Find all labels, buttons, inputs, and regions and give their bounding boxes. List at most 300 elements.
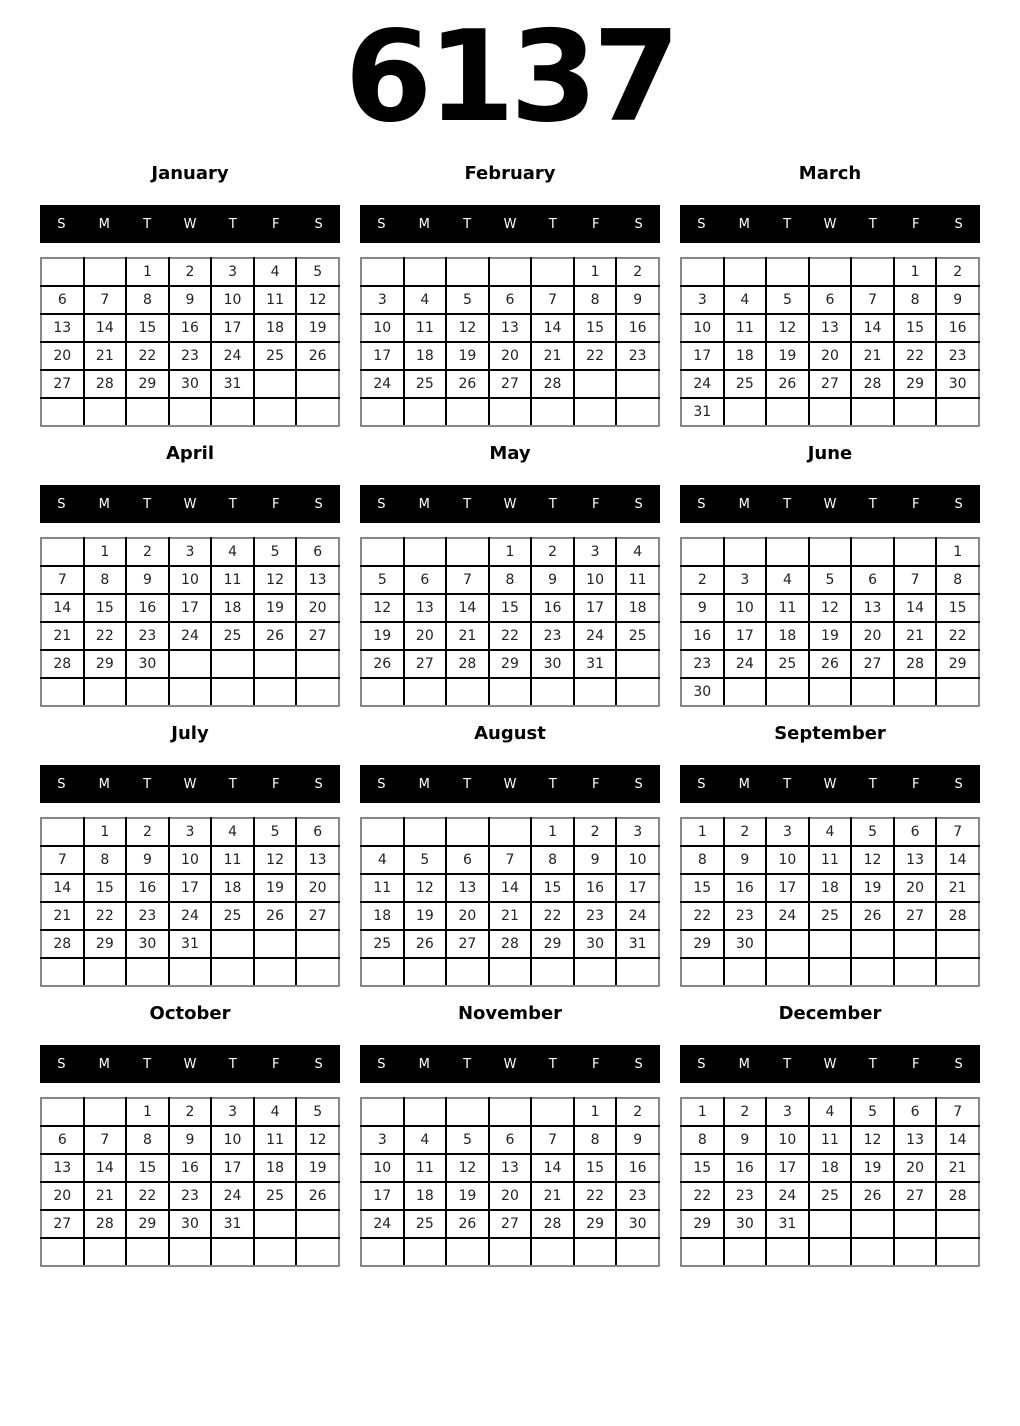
empty-day-cell <box>446 1238 489 1266</box>
day-cell: 14 <box>84 1154 127 1182</box>
day-cell: 30 <box>169 1210 212 1238</box>
day-cell: 20 <box>446 902 489 930</box>
day-cell: 5 <box>446 286 489 314</box>
day-cell: 14 <box>84 314 127 342</box>
week-row <box>361 902 659 930</box>
week-row <box>41 342 339 370</box>
empty-day-cell <box>809 678 852 706</box>
weekday-header-cell: T <box>463 216 472 232</box>
day-cell: 14 <box>936 846 979 874</box>
day-cell: 21 <box>84 1182 127 1210</box>
month-days-table <box>40 1097 340 1267</box>
day-cell: 18 <box>211 594 254 622</box>
weekday-header-cell: T <box>868 776 877 792</box>
day-cell: 13 <box>489 314 532 342</box>
day-cell: 18 <box>361 902 404 930</box>
empty-day-cell <box>681 538 724 566</box>
weekday-header-cell: T <box>548 216 557 232</box>
week-row <box>41 1238 339 1266</box>
week-row <box>361 1238 659 1266</box>
day-cell: 20 <box>296 874 339 902</box>
day-cell: 21 <box>851 342 894 370</box>
day-cell: 10 <box>724 594 767 622</box>
day-cell: 11 <box>254 1126 297 1154</box>
empty-day-cell <box>616 650 659 678</box>
month-block <box>360 1003 660 1267</box>
week-row <box>681 286 979 314</box>
day-cell: 21 <box>936 874 979 902</box>
day-cell: 26 <box>361 650 404 678</box>
day-cell: 9 <box>126 566 169 594</box>
empty-day-cell <box>254 678 297 706</box>
day-cell: 3 <box>766 818 809 846</box>
weekday-header-cell: T <box>228 496 237 512</box>
week-row <box>41 286 339 314</box>
weekday-header-row <box>360 485 660 523</box>
empty-day-cell <box>126 1238 169 1266</box>
day-cell: 29 <box>681 930 724 958</box>
empty-day-cell <box>41 818 84 846</box>
empty-day-cell <box>254 370 297 398</box>
day-cell: 22 <box>574 342 617 370</box>
day-cell: 28 <box>84 1210 127 1238</box>
day-cell: 16 <box>126 874 169 902</box>
week-row <box>681 874 979 902</box>
month-name: August <box>474 723 546 744</box>
month-days-table <box>40 257 340 427</box>
day-cell: 12 <box>809 594 852 622</box>
day-cell: 3 <box>681 286 724 314</box>
day-cell: 26 <box>446 1210 489 1238</box>
weekday-header-cell: S <box>377 776 386 792</box>
empty-day-cell <box>894 678 937 706</box>
months-grid <box>40 163 980 1267</box>
month-block <box>360 443 660 707</box>
day-cell: 6 <box>41 1126 84 1154</box>
empty-day-cell <box>766 930 809 958</box>
day-cell: 17 <box>361 1182 404 1210</box>
empty-day-cell <box>41 398 84 426</box>
day-cell: 13 <box>446 874 489 902</box>
weekday-header-cell: M <box>738 776 750 792</box>
day-cell: 15 <box>84 594 127 622</box>
month-block <box>680 723 980 987</box>
day-cell: 12 <box>404 874 447 902</box>
day-cell: 31 <box>211 1210 254 1238</box>
empty-day-cell <box>489 258 532 286</box>
week-row <box>681 342 979 370</box>
week-row <box>361 846 659 874</box>
day-cell: 23 <box>531 622 574 650</box>
month-block <box>360 723 660 987</box>
weekday-header-cell: S <box>314 216 323 232</box>
day-cell: 4 <box>211 538 254 566</box>
weekday-header-cell: S <box>314 496 323 512</box>
day-cell: 1 <box>681 1098 724 1126</box>
empty-day-cell <box>361 258 404 286</box>
day-cell: 6 <box>894 1098 937 1126</box>
month-days-body <box>41 818 339 986</box>
day-cell: 9 <box>936 286 979 314</box>
empty-day-cell <box>851 1210 894 1238</box>
day-cell: 23 <box>169 1182 212 1210</box>
weekday-header-cell: T <box>783 216 792 232</box>
day-cell: 14 <box>851 314 894 342</box>
week-row <box>681 314 979 342</box>
week-row <box>41 538 339 566</box>
weekday-header-cell: W <box>823 1056 837 1072</box>
empty-day-cell <box>446 398 489 426</box>
week-row <box>41 930 339 958</box>
weekday-header-cell: T <box>143 496 152 512</box>
week-row <box>41 874 339 902</box>
month-days-table <box>680 257 980 427</box>
day-cell: 11 <box>766 594 809 622</box>
day-cell: 4 <box>724 286 767 314</box>
day-cell: 30 <box>574 930 617 958</box>
day-cell: 20 <box>41 1182 84 1210</box>
day-cell: 22 <box>936 622 979 650</box>
month-name: March <box>798 163 862 184</box>
day-cell: 31 <box>766 1210 809 1238</box>
day-cell: 25 <box>404 1210 447 1238</box>
empty-day-cell <box>574 370 617 398</box>
day-cell: 18 <box>404 1182 447 1210</box>
weekday-header-cell: S <box>57 1056 66 1072</box>
week-row <box>41 566 339 594</box>
day-cell: 24 <box>211 1182 254 1210</box>
weekday-header-cell: W <box>503 216 517 232</box>
day-cell: 19 <box>254 874 297 902</box>
day-cell: 7 <box>531 286 574 314</box>
weekday-header-cell: F <box>271 776 280 792</box>
empty-day-cell <box>84 398 127 426</box>
day-cell: 16 <box>169 1154 212 1182</box>
weekday-header-cell: S <box>697 1056 706 1072</box>
day-cell: 18 <box>404 342 447 370</box>
day-cell: 31 <box>574 650 617 678</box>
empty-day-cell <box>766 398 809 426</box>
day-cell: 30 <box>169 370 212 398</box>
day-cell: 20 <box>404 622 447 650</box>
day-cell: 19 <box>446 342 489 370</box>
day-cell: 24 <box>681 370 724 398</box>
day-cell: 22 <box>574 1182 617 1210</box>
empty-day-cell <box>936 678 979 706</box>
week-row <box>361 594 659 622</box>
day-cell: 5 <box>296 1098 339 1126</box>
weekday-header-cell: T <box>868 216 877 232</box>
day-cell: 30 <box>531 650 574 678</box>
weekday-header-cell: F <box>911 216 920 232</box>
week-row <box>41 818 339 846</box>
weekday-header-cell: M <box>418 776 430 792</box>
empty-day-cell <box>41 1238 84 1266</box>
day-cell: 12 <box>446 314 489 342</box>
month-name: November <box>457 1003 563 1024</box>
day-cell: 3 <box>211 1098 254 1126</box>
day-cell: 5 <box>254 538 297 566</box>
weekday-header-row <box>680 1045 980 1083</box>
day-cell: 23 <box>126 902 169 930</box>
empty-day-cell <box>296 930 339 958</box>
empty-day-cell <box>169 958 212 986</box>
weekday-header-row <box>360 1045 660 1083</box>
day-cell: 17 <box>169 874 212 902</box>
day-cell: 12 <box>361 594 404 622</box>
day-cell: 28 <box>936 1182 979 1210</box>
empty-day-cell <box>41 538 84 566</box>
week-row <box>361 286 659 314</box>
weekday-header-cell: T <box>868 496 877 512</box>
day-cell: 29 <box>531 930 574 958</box>
day-cell: 16 <box>681 622 724 650</box>
weekday-header-cell: F <box>911 1056 920 1072</box>
day-cell: 17 <box>211 314 254 342</box>
week-row <box>41 314 339 342</box>
day-cell: 13 <box>41 314 84 342</box>
day-cell: 29 <box>681 1210 724 1238</box>
weekday-header-row <box>680 485 980 523</box>
empty-day-cell <box>489 818 532 846</box>
day-cell: 11 <box>404 314 447 342</box>
weekday-header-cell: M <box>98 776 110 792</box>
day-cell: 21 <box>84 342 127 370</box>
day-cell: 16 <box>616 1154 659 1182</box>
empty-day-cell <box>531 258 574 286</box>
month-name: September <box>774 723 886 744</box>
day-cell: 30 <box>126 930 169 958</box>
day-cell: 25 <box>211 902 254 930</box>
week-row <box>41 398 339 426</box>
weekday-header-cell: S <box>954 496 963 512</box>
day-cell: 20 <box>41 342 84 370</box>
month-name: June <box>807 443 853 464</box>
day-cell: 3 <box>574 538 617 566</box>
day-cell: 13 <box>851 594 894 622</box>
empty-day-cell <box>169 398 212 426</box>
weekday-header-cell: M <box>418 216 430 232</box>
day-cell: 14 <box>531 1154 574 1182</box>
day-cell: 27 <box>489 1210 532 1238</box>
day-cell: 24 <box>169 902 212 930</box>
day-cell: 25 <box>766 650 809 678</box>
weekday-header-cell: M <box>98 216 110 232</box>
month-block <box>680 163 980 427</box>
month-block <box>680 1003 980 1267</box>
day-cell: 24 <box>724 650 767 678</box>
day-cell: 5 <box>296 258 339 286</box>
day-cell: 14 <box>531 314 574 342</box>
empty-day-cell <box>681 958 724 986</box>
empty-day-cell <box>616 678 659 706</box>
day-cell: 23 <box>936 342 979 370</box>
weekday-header-cell: T <box>463 1056 472 1072</box>
weekday-header-cell: S <box>377 1056 386 1072</box>
week-row <box>361 258 659 286</box>
weekday-header-cell: F <box>271 496 280 512</box>
day-cell: 13 <box>894 1126 937 1154</box>
week-row <box>681 1238 979 1266</box>
empty-day-cell <box>681 1238 724 1266</box>
week-row <box>681 1210 979 1238</box>
day-cell: 17 <box>574 594 617 622</box>
empty-day-cell <box>361 1238 404 1266</box>
day-cell: 26 <box>254 622 297 650</box>
empty-day-cell <box>361 958 404 986</box>
weekday-header-cell: M <box>738 496 750 512</box>
weekday-header-cell: S <box>954 776 963 792</box>
day-cell: 1 <box>681 818 724 846</box>
day-cell: 13 <box>404 594 447 622</box>
day-cell: 1 <box>126 258 169 286</box>
weekday-header-row <box>680 765 980 803</box>
weekday-header-cell: S <box>377 216 386 232</box>
day-cell: 21 <box>936 1154 979 1182</box>
day-cell: 29 <box>84 930 127 958</box>
weekday-header-cell: S <box>697 496 706 512</box>
day-cell: 12 <box>851 846 894 874</box>
day-cell: 18 <box>766 622 809 650</box>
weekday-header-cell: S <box>954 216 963 232</box>
month-days-table <box>680 537 980 707</box>
month-days-body <box>361 258 659 426</box>
day-cell: 2 <box>169 258 212 286</box>
week-row <box>681 958 979 986</box>
day-cell: 4 <box>361 846 404 874</box>
empty-day-cell <box>404 678 447 706</box>
day-cell: 9 <box>724 846 767 874</box>
week-row <box>681 650 979 678</box>
day-cell: 5 <box>851 818 894 846</box>
empty-day-cell <box>404 398 447 426</box>
empty-day-cell <box>894 398 937 426</box>
week-row <box>41 370 339 398</box>
day-cell: 27 <box>894 902 937 930</box>
day-cell: 30 <box>126 650 169 678</box>
day-cell: 24 <box>361 1210 404 1238</box>
week-row <box>41 1182 339 1210</box>
weekday-header-cell: S <box>314 1056 323 1072</box>
weekday-header-cell: M <box>738 216 750 232</box>
day-cell: 2 <box>531 538 574 566</box>
week-row <box>681 622 979 650</box>
weekday-header-cell: M <box>418 496 430 512</box>
day-cell: 25 <box>616 622 659 650</box>
week-row <box>41 958 339 986</box>
day-cell: 3 <box>361 286 404 314</box>
month-block <box>680 443 980 707</box>
day-cell: 11 <box>404 1154 447 1182</box>
month-days-table <box>360 817 660 987</box>
day-cell: 27 <box>296 622 339 650</box>
weekday-header-cell: T <box>143 776 152 792</box>
month-days-table <box>40 817 340 987</box>
day-cell: 10 <box>169 846 212 874</box>
empty-day-cell <box>446 818 489 846</box>
day-cell: 26 <box>296 1182 339 1210</box>
empty-day-cell <box>404 958 447 986</box>
day-cell: 1 <box>84 538 127 566</box>
month-name: January <box>151 163 229 184</box>
day-cell: 17 <box>766 1154 809 1182</box>
empty-day-cell <box>766 958 809 986</box>
day-cell: 26 <box>254 902 297 930</box>
day-cell: 27 <box>296 902 339 930</box>
weekday-header-cell: T <box>868 1056 877 1072</box>
week-row <box>681 370 979 398</box>
week-row <box>361 874 659 902</box>
weekday-header-cell: M <box>98 1056 110 1072</box>
day-cell: 30 <box>724 930 767 958</box>
day-cell: 8 <box>574 286 617 314</box>
empty-day-cell <box>809 958 852 986</box>
month-days-table <box>680 817 980 987</box>
day-cell: 10 <box>616 846 659 874</box>
empty-day-cell <box>766 1238 809 1266</box>
day-cell: 7 <box>84 1126 127 1154</box>
day-cell: 15 <box>894 314 937 342</box>
empty-day-cell <box>254 650 297 678</box>
month-days-body <box>41 538 339 706</box>
empty-day-cell <box>361 678 404 706</box>
weekday-header-cell: T <box>783 776 792 792</box>
day-cell: 16 <box>724 1154 767 1182</box>
day-cell: 7 <box>446 566 489 594</box>
day-cell: 2 <box>616 1098 659 1126</box>
weekday-header-cell: S <box>314 776 323 792</box>
day-cell: 26 <box>851 902 894 930</box>
day-cell: 7 <box>531 1126 574 1154</box>
day-cell: 24 <box>574 622 617 650</box>
month-days-body <box>361 1098 659 1266</box>
day-cell: 30 <box>936 370 979 398</box>
day-cell: 5 <box>851 1098 894 1126</box>
day-cell: 8 <box>531 846 574 874</box>
day-cell: 28 <box>41 650 84 678</box>
day-cell: 19 <box>851 1154 894 1182</box>
day-cell: 19 <box>809 622 852 650</box>
empty-day-cell <box>254 1238 297 1266</box>
empty-day-cell <box>361 538 404 566</box>
day-cell: 22 <box>894 342 937 370</box>
day-cell: 10 <box>211 1126 254 1154</box>
weekday-header-cell: F <box>591 216 600 232</box>
empty-day-cell <box>254 398 297 426</box>
empty-day-cell <box>404 538 447 566</box>
day-cell: 28 <box>894 650 937 678</box>
day-cell: 21 <box>446 622 489 650</box>
day-cell: 14 <box>489 874 532 902</box>
day-cell: 10 <box>574 566 617 594</box>
day-cell: 11 <box>211 566 254 594</box>
day-cell: 5 <box>254 818 297 846</box>
empty-day-cell <box>296 958 339 986</box>
weekday-header-cell: W <box>183 216 197 232</box>
weekday-header-cell: M <box>738 1056 750 1072</box>
day-cell: 8 <box>681 846 724 874</box>
empty-day-cell <box>724 538 767 566</box>
week-row <box>41 258 339 286</box>
day-cell: 8 <box>681 1126 724 1154</box>
empty-day-cell <box>296 650 339 678</box>
week-row <box>361 1098 659 1126</box>
empty-day-cell <box>361 1098 404 1126</box>
empty-day-cell <box>724 678 767 706</box>
day-cell: 14 <box>894 594 937 622</box>
day-cell: 4 <box>616 538 659 566</box>
day-cell: 2 <box>126 818 169 846</box>
